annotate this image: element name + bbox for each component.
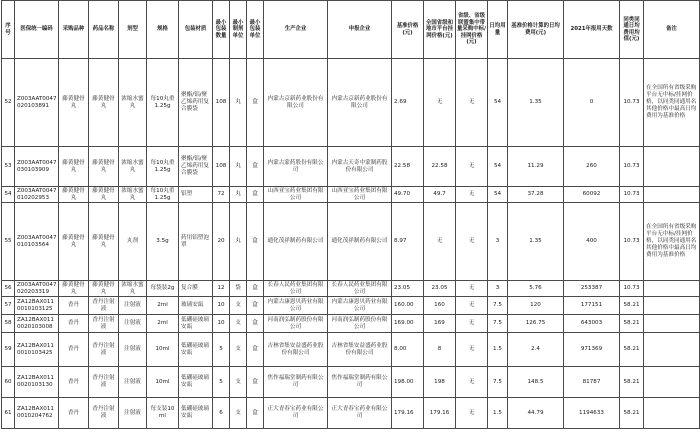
cell-national-price: 169 <box>424 315 456 333</box>
cell-applicant: 长春人民药业集团有限公司 <box>328 281 392 297</box>
cell-days-2021: 177151 <box>564 297 620 315</box>
cell-base-price: 179.16 <box>392 398 424 429</box>
cell-provincial-price: 无 <box>456 59 488 147</box>
header-days-2021: 2021年报用天数 <box>564 1 620 59</box>
cell-spec: 每支装10ml <box>147 398 179 429</box>
cell-avg-cost: 10.73 <box>620 59 644 147</box>
cell-daily-cost: 37.28 <box>508 187 564 203</box>
cell-daily-cost: 148.5 <box>508 367 564 398</box>
cell-days-2021: 81787 <box>564 367 620 398</box>
cell-code: ZA12BAX0110020103008 <box>15 315 59 333</box>
cell-applicant: 正大青春宝药业有限公司 <box>328 398 392 429</box>
cell-avg-cost: 58.21 <box>620 398 644 429</box>
cell-provincial-price: 无 <box>456 333 488 367</box>
cell-form: 浓缩水蜜丸 <box>119 187 147 203</box>
cell-national-price: 160 <box>424 297 456 315</box>
cell-no: 60 <box>2 367 15 398</box>
cell-unit: 丸 <box>230 203 247 281</box>
cell-code: Z003AAT0047020103891 <box>15 59 59 147</box>
cell-pack-unit: 盒 <box>247 315 264 333</box>
cell-daily-dose: 1.5 <box>488 333 508 367</box>
cell-qty: 108 <box>213 59 230 147</box>
cell-no: 52 <box>2 59 15 147</box>
cell-national-price: 49.7 <box>424 187 456 203</box>
cell-spec: 每10丸重1.25g <box>147 59 179 147</box>
cell-base-price: 23.05 <box>392 281 424 297</box>
cell-pack: 低硼硅玻璃安瓿 <box>179 398 213 429</box>
cell-maker: 吉林省集安益盛药业股份有限公司 <box>264 333 328 367</box>
table-row <box>2 398 700 429</box>
table-row <box>2 281 700 297</box>
cell-code: Z003AAT0047030103909 <box>15 147 59 187</box>
cell-applicant: 内蒙古京新药业股份有限公司 <box>328 59 392 147</box>
cell-avg-cost: 10.73 <box>620 147 644 187</box>
cell-maker: 山西亚宝药业集团有限公司 <box>264 187 328 203</box>
cell-name: 香丹注射液 <box>89 367 119 398</box>
cell-national-price: 23.05 <box>424 281 456 297</box>
cell-daily-dose: 3 <box>488 203 508 281</box>
cell-spec: 每10丸重1.25g <box>147 147 179 187</box>
cell-unit: 支 <box>230 333 247 367</box>
cell-pack-unit: 盒 <box>247 398 264 429</box>
cell-qty: 5 <box>213 333 230 367</box>
cell-pack: 低硼硅玻璃安瓿 <box>179 315 213 333</box>
header-pack-unit: 最小包装单位 <box>247 1 264 59</box>
cell-avg-cost: 10.73 <box>620 281 644 297</box>
cell-name: 香丹注射液 <box>89 297 119 315</box>
cell-applicant: 吉林省集安益盛药业股份有限公司 <box>328 333 392 367</box>
cell-pack-unit: 盒 <box>247 187 264 203</box>
header-applicant: 申报企业 <box>328 1 392 59</box>
cell-provincial-price: 无 <box>456 398 488 429</box>
cell-spec: 10ml <box>147 333 179 367</box>
cell-maker: 内蒙古康恩贝药业有限公司 <box>264 297 328 315</box>
cell-applicant: 内蒙古康恩贝药业有限公司 <box>328 297 392 315</box>
cell-unit: 丸 <box>230 147 247 187</box>
cell-name: 藤黄健骨丸 <box>89 281 119 297</box>
cell-avg-cost: 58.21 <box>620 297 644 315</box>
cell-qty: 108 <box>213 147 230 187</box>
cell-pack-unit: 盒 <box>247 147 264 187</box>
cell-note: 在全国所有省级采购平台无中标/挂网价格，以同类同通用名其他价格中最高日均费用为基准价格 <box>644 59 700 147</box>
header-daily-dose: 日均用量 <box>488 1 508 59</box>
cell-national-price: 198 <box>424 367 456 398</box>
cell-spec: 2ml <box>147 315 179 333</box>
cell-base-price: 160.00 <box>392 297 424 315</box>
cell-no: 55 <box>2 203 15 281</box>
cell-pack-unit: 盒 <box>247 281 264 297</box>
cell-form: 丸剂 <box>119 203 147 281</box>
cell-no: 56 <box>2 281 15 297</box>
cell-provincial-price: 无 <box>456 367 488 398</box>
cell-daily-dose: 54 <box>488 187 508 203</box>
cell-pack: 聚酯/铝/聚乙烯药用复合膜袋 <box>179 59 213 147</box>
header-maker: 生产企业 <box>264 1 328 59</box>
cell-variety: 香丹 <box>59 367 89 398</box>
cell-qty: 12 <box>213 281 230 297</box>
cell-unit: 支 <box>230 315 247 333</box>
cell-form: 浓缩水蜜丸 <box>119 281 147 297</box>
cell-avg-cost: 10.73 <box>620 203 644 281</box>
cell-daily-cost: 2.4 <box>508 333 564 367</box>
cell-provincial-price: 无 <box>456 203 488 281</box>
cell-variety: 香丹 <box>59 398 89 429</box>
header-note: 备注 <box>644 1 700 59</box>
cell-base-price: 8.97 <box>392 203 424 281</box>
cell-unit: 丸 <box>230 187 247 203</box>
cell-pack: 复合膜 <box>179 281 213 297</box>
cell-spec: 每袋装2g <box>147 281 179 297</box>
cell-spec: 2ml <box>147 297 179 315</box>
cell-applicant: 内蒙古天奇中蒙制药股份有限公司 <box>328 147 392 187</box>
cell-pack-unit: 盒 <box>247 367 264 398</box>
cell-spec: 每10丸重1.25g <box>147 187 179 203</box>
cell-provincial-price: 无 <box>456 281 488 297</box>
cell-national-price: 8 <box>424 333 456 367</box>
cell-daily-dose: 7.5 <box>488 367 508 398</box>
cell-note <box>644 333 700 367</box>
cell-daily-dose: 3 <box>488 281 508 297</box>
header-code: 医保统一编码 <box>15 1 59 59</box>
cell-avg-cost: 58.21 <box>620 333 644 367</box>
cell-code: ZA12BAX0110010103425 <box>15 333 59 367</box>
cell-code: ZA12BAX0110010204762 <box>15 398 59 429</box>
cell-variety: 香丹 <box>59 315 89 333</box>
cell-avg-cost: 10.73 <box>620 187 644 203</box>
table-row <box>2 367 700 398</box>
cell-national-price: 无 <box>424 203 456 281</box>
cell-qty: 20 <box>213 203 230 281</box>
header-qty: 最小包装数量 <box>213 1 230 59</box>
table-row <box>2 187 700 203</box>
cell-daily-dose: 1.5 <box>488 398 508 429</box>
cell-national-price: 179.16 <box>424 398 456 429</box>
cell-national-price: 22.58 <box>424 147 456 187</box>
cell-days-2021: 60092 <box>564 187 620 203</box>
cell-daily-cost: 44.79 <box>508 398 564 429</box>
cell-avg-cost: 58.21 <box>620 367 644 398</box>
cell-daily-dose: 7.5 <box>488 297 508 315</box>
cell-no: 54 <box>2 187 15 203</box>
cell-note <box>644 367 700 398</box>
cell-form: 浓缩水蜜丸 <box>119 147 147 187</box>
header-spec: 规格 <box>147 1 179 59</box>
cell-unit: 支 <box>230 367 247 398</box>
cell-base-price: 2.69 <box>392 59 424 147</box>
cell-applicant: 通化茂祥制药有限公司 <box>328 203 392 281</box>
cell-qty: 5 <box>213 367 230 398</box>
cell-applicant: 河南润弘制药股份有限公司 <box>328 315 392 333</box>
cell-base-price: 8.00 <box>392 333 424 367</box>
cell-variety: 藤黄健骨丸 <box>59 147 89 187</box>
table-header-row <box>2 1 700 59</box>
cell-daily-cost: 126.75 <box>508 315 564 333</box>
cell-unit: 丸 <box>230 59 247 147</box>
table-row <box>2 297 700 315</box>
header-daily-cost: 基准价格计算的日均费用(元) <box>508 1 564 59</box>
cell-name: 香丹注射液 <box>89 398 119 429</box>
cell-pack: 低硼硅玻璃安瓿 <box>179 367 213 398</box>
header-national-price: 全国省级和地市平台挂网价格(元) <box>424 1 456 59</box>
cell-name: 香丹注射液 <box>89 315 119 333</box>
cell-note <box>644 297 700 315</box>
table-row <box>2 315 700 333</box>
cell-form: 注射液 <box>119 333 147 367</box>
cell-days-2021: 253387 <box>564 281 620 297</box>
cell-form: 注射液 <box>119 398 147 429</box>
drug-price-table <box>1 0 700 429</box>
header-provincial-price: 省级、省级联盟集中带量采购中标/挂网价格(元) <box>456 1 488 59</box>
cell-daily-cost: 1.35 <box>508 203 564 281</box>
cell-name: 藤黄健骨丸 <box>89 187 119 203</box>
cell-maker: 长春人民药业集团有限公司 <box>264 281 328 297</box>
cell-form: 注射液 <box>119 315 147 333</box>
cell-note <box>644 281 700 297</box>
cell-no: 61 <box>2 398 15 429</box>
cell-no: 59 <box>2 333 15 367</box>
cell-maker: 河南润弘制药股份有限公司 <box>264 315 328 333</box>
cell-note <box>644 398 700 429</box>
cell-days-2021: 260 <box>564 147 620 187</box>
cell-pack-unit: 盒 <box>247 297 264 315</box>
cell-no: 53 <box>2 147 15 187</box>
header-name: 药品名称 <box>89 1 119 59</box>
cell-daily-dose: 54 <box>488 147 508 187</box>
cell-no: 57 <box>2 297 15 315</box>
cell-provincial-price: 无 <box>456 187 488 203</box>
cell-applicant: 焦作福瑞堂制药有限公司 <box>328 367 392 398</box>
cell-days-2021: 643003 <box>564 315 620 333</box>
cell-provincial-price: 无 <box>456 297 488 315</box>
cell-unit: 支 <box>230 398 247 429</box>
table-row <box>2 147 700 187</box>
cell-code: Z003AAT0047010103564 <box>15 203 59 281</box>
cell-form: 注射液 <box>119 297 147 315</box>
cell-base-price: 198.00 <box>392 367 424 398</box>
cell-form: 浓缩水蜜丸 <box>119 59 147 147</box>
cell-variety: 香丹 <box>59 333 89 367</box>
cell-pack: 低硼硅玻璃安瓿 <box>179 333 213 367</box>
cell-variety: 香丹 <box>59 297 89 315</box>
cell-daily-dose: 7.5 <box>488 315 508 333</box>
header-form: 剂型 <box>119 1 147 59</box>
cell-maker: 焦作福瑞堂制药有限公司 <box>264 367 328 398</box>
cell-code: ZA12BAX0110010103125 <box>15 297 59 315</box>
cell-spec: 10ml <box>147 367 179 398</box>
cell-avg-cost: 58.21 <box>620 315 644 333</box>
cell-days-2021: 0 <box>564 59 620 147</box>
cell-pack: 玻璃安瓿 <box>179 297 213 315</box>
cell-daily-cost: 1.35 <box>508 59 564 147</box>
header-variety: 采购品种 <box>59 1 89 59</box>
cell-no: 58 <box>2 315 15 333</box>
cell-pack: 铝塑 <box>179 187 213 203</box>
cell-days-2021: 400 <box>564 203 620 281</box>
cell-maker: 正大青春宝药业有限公司 <box>264 398 328 429</box>
cell-name: 藤黄健骨丸 <box>89 59 119 147</box>
cell-qty: 72 <box>213 187 230 203</box>
cell-name: 藤黄健骨丸 <box>89 147 119 187</box>
cell-base-price: 49.70 <box>392 187 424 203</box>
cell-provincial-price: 无 <box>456 147 488 187</box>
cell-applicant: 山西亚宝药业集团有限公司 <box>328 187 392 203</box>
cell-daily-dose: 54 <box>488 59 508 147</box>
cell-note <box>644 187 700 203</box>
cell-spec: 3.5g <box>147 203 179 281</box>
cell-unit: 支 <box>230 297 247 315</box>
cell-unit: 袋 <box>230 281 247 297</box>
cell-daily-cost: 120 <box>508 297 564 315</box>
header-base-price: 基准价格(元) <box>392 1 424 59</box>
cell-days-2021: 1194633 <box>564 398 620 429</box>
cell-name: 香丹注射液 <box>89 333 119 367</box>
cell-variety: 藤黄健骨丸 <box>59 59 89 147</box>
cell-qty: 6 <box>213 398 230 429</box>
cell-base-price: 169.00 <box>392 315 424 333</box>
cell-name: 藤黄健骨丸 <box>89 203 119 281</box>
header-no: 序号 <box>2 1 15 59</box>
cell-pack: 药用铝塑泡罩 <box>179 203 213 281</box>
header-pack: 包装材质 <box>179 1 213 59</box>
cell-note <box>644 147 700 187</box>
cell-code: ZA12BAX0110020103130 <box>15 367 59 398</box>
cell-qty: 10 <box>213 297 230 315</box>
table-row <box>2 203 700 281</box>
table-row <box>2 59 700 147</box>
cell-pack-unit: 盒 <box>247 59 264 147</box>
cell-code: Z003AAT0047020203319 <box>15 281 59 297</box>
cell-pack-unit: 盒 <box>247 333 264 367</box>
cell-qty: 10 <box>213 315 230 333</box>
cell-variety: 藤黄健骨丸 <box>59 187 89 203</box>
cell-maker: 内蒙古蒙药股份有限公司 <box>264 147 328 187</box>
cell-code: Z003AAT0047010202953 <box>15 187 59 203</box>
cell-pack-unit: 盒 <box>247 203 264 281</box>
cell-base-price: 22.58 <box>392 147 424 187</box>
cell-note: 在全国所有省级采购平台无中标/挂网价格，以同类同通用名其他价格中最高日均费用为基准价格 <box>644 203 700 281</box>
cell-variety: 藤黄健骨丸 <box>59 281 89 297</box>
cell-daily-cost: 11.29 <box>508 147 564 187</box>
cell-national-price: 无 <box>424 59 456 147</box>
cell-maker: 通化茂祥制药有限公司 <box>264 203 328 281</box>
cell-maker: 内蒙古京新药业股份有限公司 <box>264 59 328 147</box>
header-unit: 最小制剂单位 <box>230 1 247 59</box>
cell-days-2021: 971369 <box>564 333 620 367</box>
cell-pack: 聚酯/铝/聚乙烯药用复合膜袋 <box>179 147 213 187</box>
header-avg-cost: 同类同通日均费用均值(元) <box>620 1 644 59</box>
cell-note <box>644 315 700 333</box>
cell-daily-cost: 5.76 <box>508 281 564 297</box>
cell-provincial-price: 无 <box>456 315 488 333</box>
cell-form: 注射液 <box>119 367 147 398</box>
cell-variety: 藤黄健骨丸 <box>59 203 89 281</box>
table-row <box>2 333 700 367</box>
